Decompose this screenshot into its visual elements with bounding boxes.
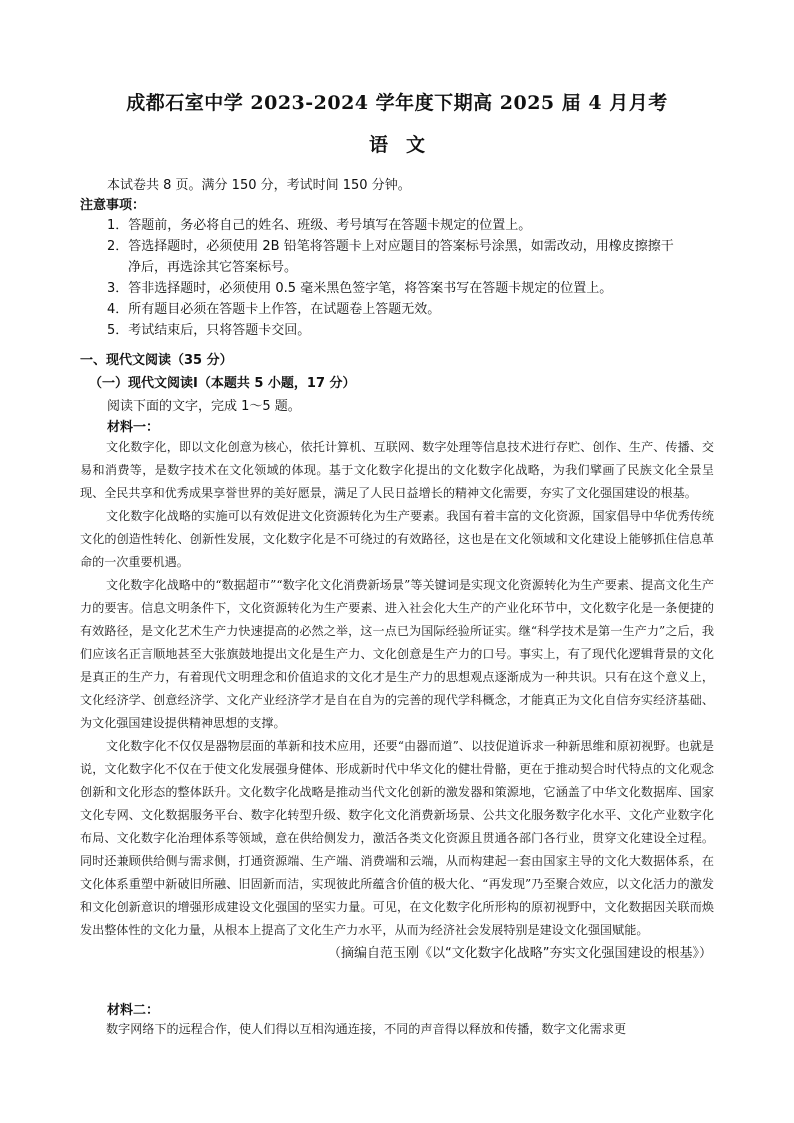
material-one-label: 材料一：: [107, 420, 160, 435]
material-one-source: （摘编自范玉刚《以“文化数字化战略”夯实文化强国建设的根基》）: [328, 946, 712, 961]
notice-item: 3．答非选择题时，必须使用 0.5 毫米黑色签字笔，将答案书写在答题卡规定的位置上。: [107, 281, 613, 296]
notice-item: 5．考试结束后，只将答题卡交回。: [107, 323, 311, 338]
notice-item: 1．答题前，务必将自己的姓名、班级、考号填写在答题卡规定的位置上。: [107, 218, 532, 233]
notice-item-continuation: 净后，再选涂其它答案标号。: [128, 260, 298, 275]
notice-item: 2．答选择题时，必须使用 2B 铅笔将答题卡上对应题目的答案标号涂黑，如需改动，用橡皮擦擦干: [107, 239, 674, 254]
notice-heading: 注意事项：: [80, 198, 146, 213]
material-two-label: 材料二：: [107, 1003, 160, 1018]
section-heading: 一、现代文阅读（35 分）: [80, 353, 233, 368]
exam-title: 成都石室中学 2023-2024 学年度下期高 2025 届 4 月月考: [126, 92, 668, 114]
paragraph: 文化数字化不仅仅是器物层面的革新和技术应用，还要“由器而道”、以技促道诉求一种新思维和原初视野。也就是说，文化数字化不仅在于使文化发展强身健体、形成新时代中华文化的健壮骨骼，更在于推动契合时代特点的文化观念创新和文化形态的整体跃升。文化数字化战略是推动当代文化创新的激发器和策源地，它涵盖了中华文化数据库、国家文化专网、文化数据服务平台、数字化转型升级、数字化文化消费新场景、公共文化服务数字化水平、文化产业数字化布局、文化数字化治理体系等领域，意在供给侧发力，激活各类文化资源且贯通各部门各行业，贯穿文化建设全过程。同时还兼顾供给侧与需求侧，打通资源端、生产端、消费端和云端，从而构建起一套由国家主导的文化大数据体系，在文化体系重塑中新破旧所融、旧固新而洁，实现彼此所蕴含价值的极大化、“再发现”乃至聚合效应，以文化活力的激发和文化创新意识的增强形成建设文化强国的坚实力量。可见，在文化数字化所形构的原初视野中，文化数据因关联而焕发出整体性的文化力量，从根本上提高了文化生产力水平，从而为经济社会发展特别是建设文化强国赋能。: [80, 739, 714, 937]
subsection-heading: （一）现代文阅读Ⅰ（本题共 5 小题，17 分）: [89, 376, 356, 391]
paragraph: 文化数字化，即以文化创意为核心，依托计算机、互联网、数字处理等信息技术进行存贮、创作、生产、传播、交易和消费等，是数字技术在文化领域的体现。基于文化数字化提出的文化数字化战略，为我们擘画了民族文化全景呈现、全民共享和优秀成果享誉世界的美好愿景，满足了人民日益增长的精神文化需要，夯实了文化强国建设的根基。: [80, 440, 714, 500]
reading-instruction: 阅读下面的文字，完成 1～5 题。: [107, 399, 301, 414]
paragraph: 数字网络下的远程合作，使人们得以互相沟通连接，不同的声音得以释放和传播，数字文化需求更: [106, 1022, 627, 1036]
paragraph: 文化数字化战略的实施可以有效促进文化资源转化为生产要素。我国有着丰富的文化资源，国家倡导中华优秀传统文化的创造性转化、创新性发展，文化数字化是不可绕过的有效路径，这也是在文化领域和文化建设上能够抓住信息革命的一次重要机遇。: [80, 509, 714, 569]
notice-list: [107, 215, 747, 341]
exam-intro: 本试卷共 8 页。满分 150 分，考试时间 150 分钟。: [107, 178, 411, 193]
notice-item: 4．所有题目必须在答题卡上作答，在试题卷上答题无效。: [107, 302, 441, 317]
paragraph: 文化数字化战略中的“数据超市”“数字化文化消费新场景”等关键词是实现文化资源转化为生产要素、提高文化生产力的要害。信息文明条件下，文化资源转化为生产要素、进入社会化大生产的产业化环节中，文化数字化是一条便捷的有效路径，是文化艺术生产力快速提高的必然之举，这一点已为国际经验所证实。继“科学技术是第一生产力”之后，我们应该名正言顺地甚至大张旗鼓地提出文化是生产力、文化创意是生产力的口号。事实上，有了现代化逻辑背景的文化是真正的生产力，有着现代文明理念和价值追求的文化才是生产力的思想观点逐渐成为一种共识。只有在这个意义上，文化经济学、创意经济学、文化产业经济学才是自在自为的完善的现代学科概念，才能真正为文化自信夯实经济基础、为文化强国建设提供精神思想的支撑。: [80, 578, 714, 730]
material-two-text: [80, 1018, 714, 1041]
material-one-text: [80, 436, 714, 965]
subject-title: 语文: [368, 134, 443, 156]
